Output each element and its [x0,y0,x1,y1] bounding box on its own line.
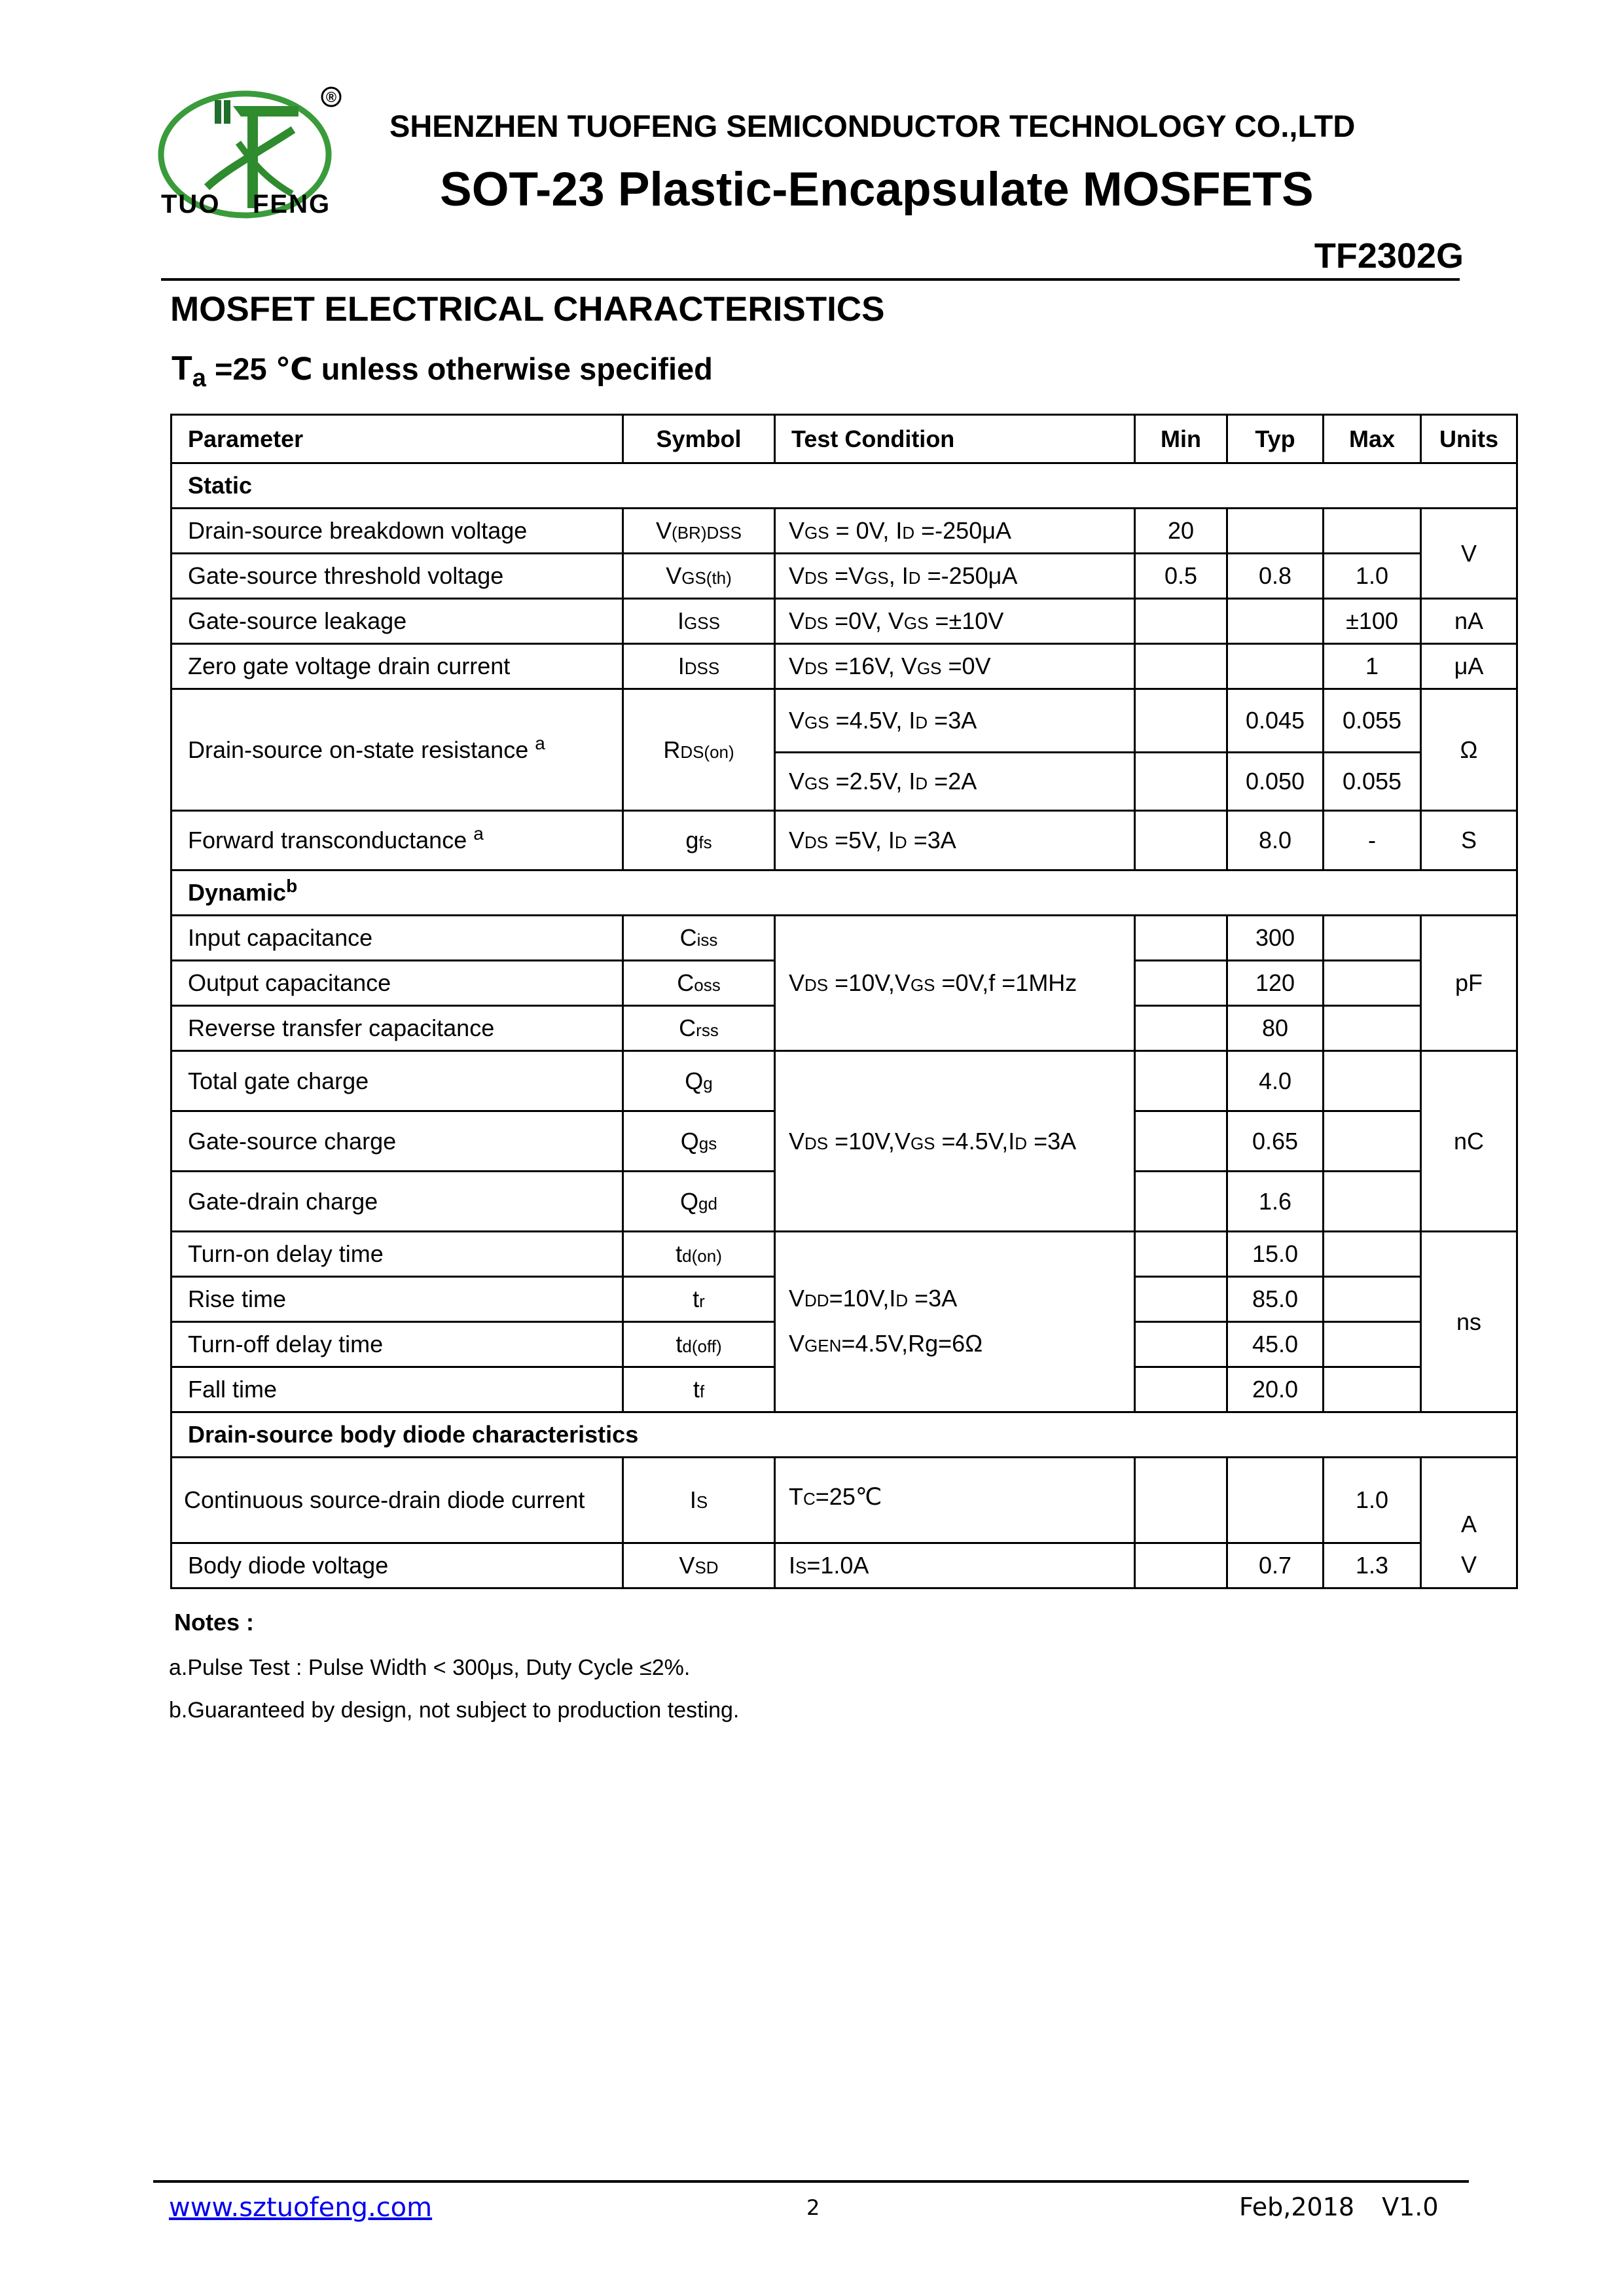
typ-cell: 8.0 [1227,811,1324,870]
table-row [171,916,1517,961]
table-row [171,554,1517,599]
typ-cell: 0.65 [1227,1111,1324,1172]
date-version [1239,2193,1439,2221]
section-row-dynamic [171,870,1517,916]
units-cell: A [1421,1458,1517,1543]
condition-cell: VGS = 0V, ID =-250μA [775,509,1135,554]
condition-cell: VDS =5V, ID =3A [775,811,1135,870]
min-cell [1135,811,1227,870]
param-cell: Continuous source-drain diode current [171,1458,623,1543]
min-cell [1135,1367,1227,1412]
table-row [171,1051,1517,1111]
header-symbol: Symbol [623,415,775,463]
max-cell [1324,1172,1421,1232]
symbol-cell: td(off) [623,1322,775,1367]
condition-cell: VDS =10V,VGS =0V,f =1MHz [775,916,1135,1051]
param-cell: Reverse transfer capacitance [171,1006,623,1051]
header-typ: Typ [1227,415,1324,463]
min-cell [1135,1172,1227,1232]
param-cell: Fall time [171,1367,623,1412]
max-cell [1324,1006,1421,1051]
condition-cell: VDS =0V, VGS =±10V [775,599,1135,644]
header-min: Min [1135,415,1227,463]
typ-cell: 300 [1227,916,1324,961]
condition-cell: VDS =10V,VGS =4.5V,ID =3A [775,1051,1135,1232]
table-row [171,1543,1517,1588]
typ-cell: 45.0 [1227,1322,1324,1367]
table-row [171,509,1517,554]
min-cell: 0.5 [1135,554,1227,599]
param-cell: Input capacitance [171,916,623,961]
max-cell [1324,1277,1421,1322]
param-cell: Gate-drain charge [171,1172,623,1232]
units-cell: V [1421,509,1517,599]
website-link[interactable]: www.sztuofeng.com [169,2193,433,2223]
min-cell [1135,753,1227,811]
symbol-cell: Qgd [623,1172,775,1232]
table-row [171,644,1517,689]
param-cell: Drain-source on-state resistance $^a$ [171,689,623,811]
condition-cell: VDS =16V, VGS =0V [775,644,1135,689]
typ-cell: 0.7 [1227,1543,1324,1588]
symbol-cell: IDSS [623,644,775,689]
typ-cell: 0.045 [1227,689,1324,753]
symbol-cell: Ciss [623,916,775,961]
note-b: b.Guaranteed by design, not subject to production testing. [169,1698,740,1723]
typ-cell [1227,509,1324,554]
max-cell: 1.0 [1324,1458,1421,1543]
symbol-cell: VSD [623,1543,775,1588]
header-parameter: Parameter [171,415,623,463]
units-cell: pF [1421,916,1517,1051]
header-max: Max [1324,415,1421,463]
logo-text-feng: FENG [253,190,331,219]
max-cell [1324,1051,1421,1111]
max-cell: 0.055 [1324,689,1421,753]
symbol-cell: gfs [623,811,775,870]
min-cell [1135,689,1227,753]
typ-cell: 80 [1227,1006,1324,1051]
max-cell: 0.055 [1324,753,1421,811]
param-cell: Body diode voltage [171,1543,623,1588]
param-cell: Output capacitance [171,961,623,1006]
max-cell: - [1324,811,1421,870]
max-cell [1324,1322,1421,1367]
typ-cell: 4.0 [1227,1051,1324,1111]
min-cell [1135,916,1227,961]
param-cell: Rise time [171,1277,623,1322]
units-cell: μA [1421,644,1517,689]
max-cell [1324,1232,1421,1277]
typ-cell: 20.0 [1227,1367,1324,1412]
notes-title: Notes : [174,1609,255,1636]
param-cell: Turn-off delay time [171,1322,623,1367]
condition-cell: VGS =2.5V, ID =2A [775,753,1135,811]
symbol-cell: IGSS [623,599,775,644]
footer-date: Feb,2018 [1239,2193,1355,2221]
min-cell [1135,1277,1227,1322]
header-divider [161,278,1460,281]
document-title: SOT-23 Plastic-Encapsulate MOSFETS [440,163,1314,216]
symbol-cell: Crss [623,1006,775,1051]
param-cell: Turn-on delay time [171,1232,623,1277]
footer-divider [153,2180,1469,2183]
max-cell: 1 [1324,644,1421,689]
footer-version: V1.0 [1382,2193,1439,2221]
logo-text-tuo: TUO [161,190,221,219]
symbol-cell: IS [623,1458,775,1543]
condition-cell: IS=1.0A [775,1543,1135,1588]
min-cell [1135,1458,1227,1543]
param-cell: Gate-source leakage [171,599,623,644]
typ-cell [1227,1458,1324,1543]
max-cell [1324,509,1421,554]
units-cell: Ω [1421,689,1517,811]
min-cell [1135,1006,1227,1051]
symbol-cell: Qg [623,1051,775,1111]
note-a: a.Pulse Test : Pulse Width < 300μs, Duty Cycle ≤2%. [169,1655,691,1680]
header-units: Units [1421,415,1517,463]
max-cell [1324,961,1421,1006]
max-cell: 1.0 [1324,554,1421,599]
symbol-cell: RDS(on) [623,689,775,811]
typ-cell: 0.8 [1227,554,1324,599]
param-cell: Zero gate voltage drain current [171,644,623,689]
min-cell [1135,1051,1227,1111]
electrical-characteristics-table [170,414,1518,1589]
section-heading: MOSFET ELECTRICAL CHARACTERISTICS [170,290,885,329]
units-cell: nA [1421,599,1517,644]
max-cell [1324,1367,1421,1412]
section-row-static [171,463,1517,509]
min-cell [1135,644,1227,689]
table-row [171,811,1517,870]
param-cell: Drain-source breakdown voltage [171,509,623,554]
symbol-cell: Coss [623,961,775,1006]
max-cell: ±100 [1324,599,1421,644]
units-cell: nC [1421,1051,1517,1232]
units-cell: ns [1421,1232,1517,1412]
condition-cell: VDD=10V,ID =3A VGEN=4.5V,Rg=6Ω [775,1232,1135,1412]
typ-cell: 1.6 [1227,1172,1324,1232]
min-cell [1135,1543,1227,1588]
param-cell: Total gate charge [171,1051,623,1111]
part-number: TF2302G [1314,236,1464,276]
condition-cell: VGS =4.5V, ID =3A [775,689,1135,753]
max-cell [1324,1111,1421,1172]
units-cell: S [1421,811,1517,870]
symbol-cell: Qgs [623,1111,775,1172]
symbol-cell: VGS(th) [623,554,775,599]
header-test-condition: Test Condition [775,415,1135,463]
symbol-cell: tr [623,1277,775,1322]
symbol-cell: V(BR)DSS [623,509,775,554]
section-label-dynamic: Dynamic$^b$ [171,870,1517,916]
typ-cell [1227,599,1324,644]
svg-text:®: ® [325,89,337,105]
table-row [171,689,1517,753]
min-cell [1135,1232,1227,1277]
min-cell [1135,1322,1227,1367]
table-row [171,599,1517,644]
table-row [171,1232,1517,1277]
typ-cell: 85.0 [1227,1277,1324,1322]
typ-cell: 0.050 [1227,753,1324,811]
section-label-static: Static [171,463,1517,509]
param-cell: Gate-source threshold voltage [171,554,623,599]
page-number: 2 [806,2195,820,2220]
max-cell [1324,916,1421,961]
section-label-body-diode: Drain-source body diode characteristics [171,1412,1517,1458]
table-header-row [171,415,1517,463]
condition-cell: VDS =VGS, ID =-250μA [775,554,1135,599]
min-cell: 20 [1135,509,1227,554]
temperature-condition: $T_a =25$ ℃ unless otherwise specified [171,350,713,392]
typ-cell: 15.0 [1227,1232,1324,1277]
param-cell: Gate-source charge [171,1111,623,1172]
section-row-body-diode [171,1412,1517,1458]
min-cell [1135,599,1227,644]
typ-cell [1227,644,1324,689]
condition-cell: TC=25℃ [775,1458,1135,1543]
symbol-cell: tf [623,1367,775,1412]
units-cell: V [1421,1543,1517,1588]
min-cell [1135,961,1227,1006]
max-cell: 1.3 [1324,1543,1421,1588]
param-cell: Forward transconductance $^a$ [171,811,623,870]
min-cell [1135,1111,1227,1172]
typ-cell: 120 [1227,961,1324,1006]
company-name: SHENZHEN TUOFENG SEMICONDUCTOR TECHNOLOGY CO.,LTD [389,109,1356,143]
table-row [171,1458,1517,1543]
symbol-cell: td(on) [623,1232,775,1277]
